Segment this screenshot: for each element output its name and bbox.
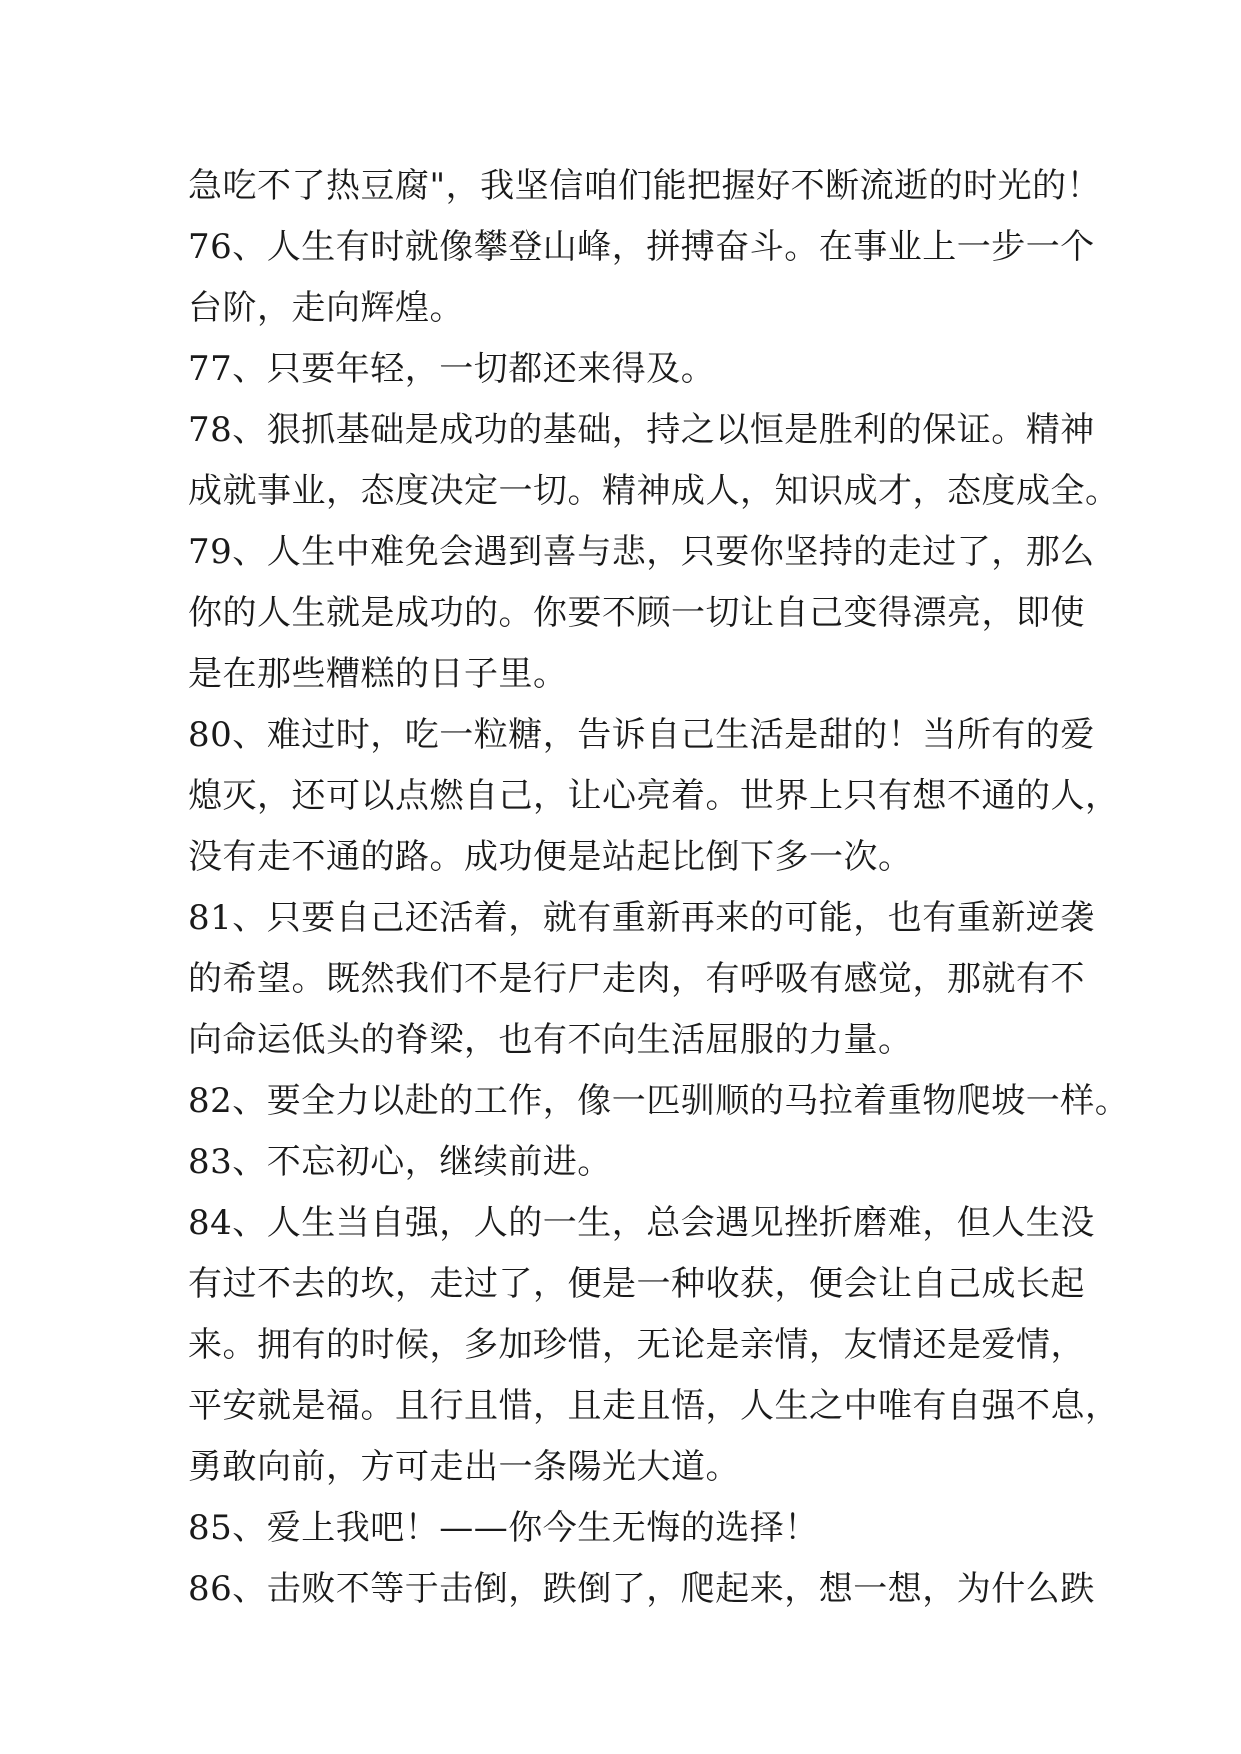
text-line: 平安就是福。且行且惜，且走且悟，人生之中唯有自强不息， [188, 1386, 1120, 1426]
text-line: 76、人生有时就像攀登山峰，拼搏奋斗。在事业上一步一个 [188, 227, 1095, 267]
text-line: 77、只要年轻，一切都还来得及。 [188, 349, 716, 389]
text-line: 向命运低头的脊梁，也有不向生活屈服的力量。 [188, 1020, 913, 1060]
text-line: 79、人生中难免会遇到喜与悲，只要你坚持的走过了，那么 [188, 532, 1095, 572]
text-line: 80、难过时，吃一粒糖，告诉自己生活是甜的！当所有的爱 [188, 715, 1095, 755]
text-line: 急吃不了热豆腐"，我坚信咱们能把握好不断流逝的时光的！ [188, 166, 1102, 206]
text-line: 的希望。既然我们不是行尸走肉，有呼吸有感觉，那就有不 [188, 959, 1085, 999]
text-line: 84、人生当自强，人的一生，总会遇见挫折磨难，但人生没 [188, 1203, 1095, 1243]
text-line: 82、要全力以赴的工作，像一匹驯顺的马拉着重物爬坡一样。 [188, 1081, 1130, 1121]
text-line: 81、只要自己还活着，就有重新再来的可能，也有重新逆袭 [188, 898, 1095, 938]
text-line: 85、爱上我吧！——你今生无悔的选择！ [188, 1508, 819, 1548]
text-line: 有过不去的坎，走过了，便是一种收获，便会让自己成长起 [188, 1264, 1085, 1304]
text-line: 熄灭，还可以点燃自己，让心亮着。世界上只有想不通的人， [188, 776, 1120, 816]
text-line: 没有走不通的路。成功便是站起比倒下多一次。 [188, 837, 913, 877]
text-line: 86、击败不等于击倒，跌倒了，爬起来，想一想，为什么跌 [188, 1569, 1095, 1609]
text-line: 78、狠抓基础是成功的基础，持之以恒是胜利的保证。精神 [188, 410, 1095, 450]
text-line: 成就事业，态度决定一切。精神成人，知识成才，态度成全。 [188, 471, 1120, 511]
text-line: 是在那些糟糕的日子里。 [188, 654, 568, 694]
text-line: 来。拥有的时候，多加珍惜，无论是亲情，友情还是爱情， [188, 1325, 1085, 1365]
text-line: 勇敢向前，方可走出一条陽光大道。 [188, 1447, 740, 1487]
text-line: 你的人生就是成功的。你要不顾一切让自己变得漂亮，即使 [188, 593, 1085, 633]
text-line: 83、不忘初心，继续前进。 [188, 1142, 612, 1182]
document-body [188, 156, 1130, 1620]
text-line: 台阶，走向辉煌。 [188, 288, 464, 328]
